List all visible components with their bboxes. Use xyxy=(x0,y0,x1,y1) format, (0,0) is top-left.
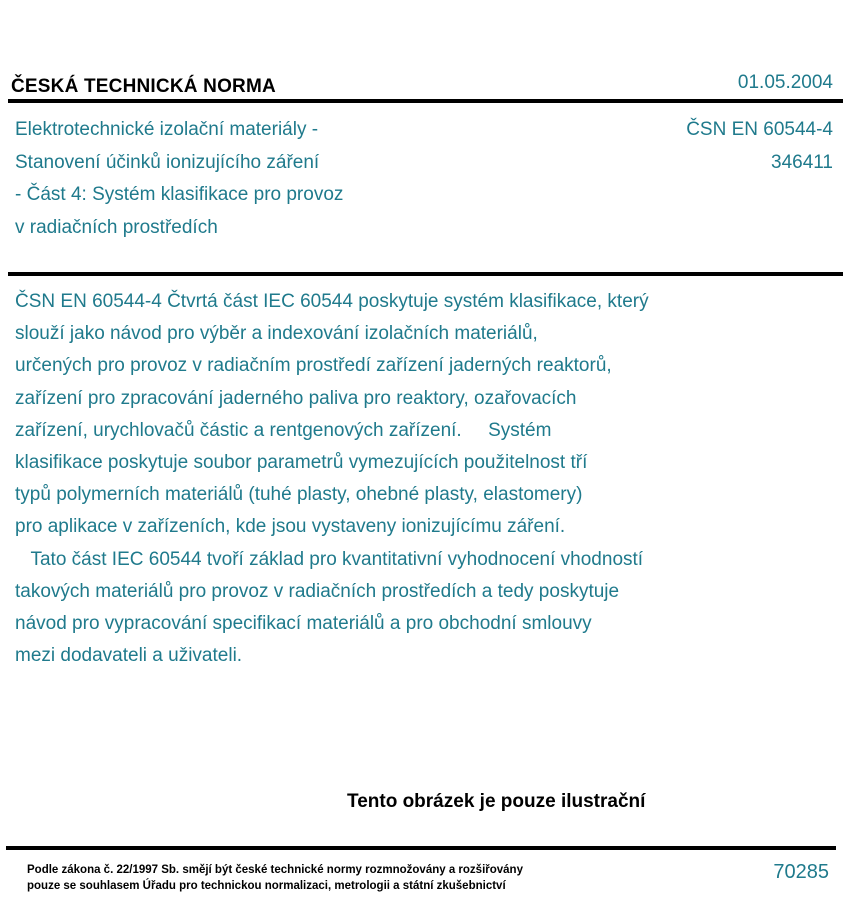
abstract-line: Tato část IEC 60544 tvoří základ pro kvantitativní vyhodnocení vhodností xyxy=(15,548,644,570)
document-number: 70285 xyxy=(773,861,829,883)
abstract-line: mezi dodavateli a uživateli. xyxy=(15,645,243,667)
standard-title-line: Elektrotechnické izolační materiály - xyxy=(15,119,319,140)
standard-title-line: Stanovení účinků ionizujícího záření xyxy=(15,151,320,173)
abstract-text xyxy=(15,286,845,672)
abstract-line: zařízení, urychlovačů částic a rentgenových zařízení. Systém xyxy=(15,419,552,441)
standard-code: ČSN EN 60544-4 xyxy=(686,119,833,140)
publication-date: 01.05.2004 xyxy=(737,72,833,93)
abstract-line: takových materiálů pro provoz v radiačních prostředích a tedy poskytuje xyxy=(15,580,620,602)
abstract-line: zařízení pro zpracování jaderného paliva pro reaktory, ozařovacích xyxy=(15,387,577,409)
standard-title xyxy=(15,114,435,244)
abstract-line: typů polymerních materiálů (tuhé plasty, ohebné plasty, elastomery) xyxy=(15,484,583,506)
abstract-line: určených pro provoz v radiačním prostředí zařízení jaderných reaktorů, xyxy=(15,355,612,377)
legal-notice-line: Podle zákona č. 22/1997 Sb. smějí být české technické normy rozmnožovány a rozšiřovány xyxy=(27,864,523,876)
footer-divider xyxy=(6,846,836,850)
section-divider xyxy=(8,272,843,276)
document-header-title: ČESKÁ TECHNICKÁ NORMA xyxy=(11,76,276,97)
legal-notice xyxy=(27,862,523,894)
legal-notice-line: pouze se souhlasem Úřadu pro technickou normalizaci, metrologii a státní zkušebnictví xyxy=(27,880,506,892)
abstract-line: klasifikace poskytuje soubor parametrů vymezujících použitelnost tří xyxy=(15,452,588,474)
standard-codes xyxy=(686,114,833,179)
abstract-line: ČSN EN 60544-4 Čtvrtá část IEC 60544 poskytuje systém klasifikace, který xyxy=(15,291,649,312)
abstract-line: slouží jako návod pro výběr a indexování izolačních materiálů, xyxy=(15,323,538,345)
standard-title-line: - Část 4: Systém klasifikace pro provoz xyxy=(15,184,344,205)
standard-title-line: v radiačních prostředích xyxy=(15,216,218,238)
abstract-line: pro aplikace v zařízeních, kde jsou vystaveny ionizujícímu záření. xyxy=(15,516,566,538)
header-divider xyxy=(8,99,843,103)
standard-class-number: 346411 xyxy=(771,151,833,173)
abstract-line: návod pro vypracování specifikací materiálů a pro obchodní smlouvy xyxy=(15,613,592,635)
illustration-note: Tento obrázek je pouze ilustrační xyxy=(347,791,646,812)
